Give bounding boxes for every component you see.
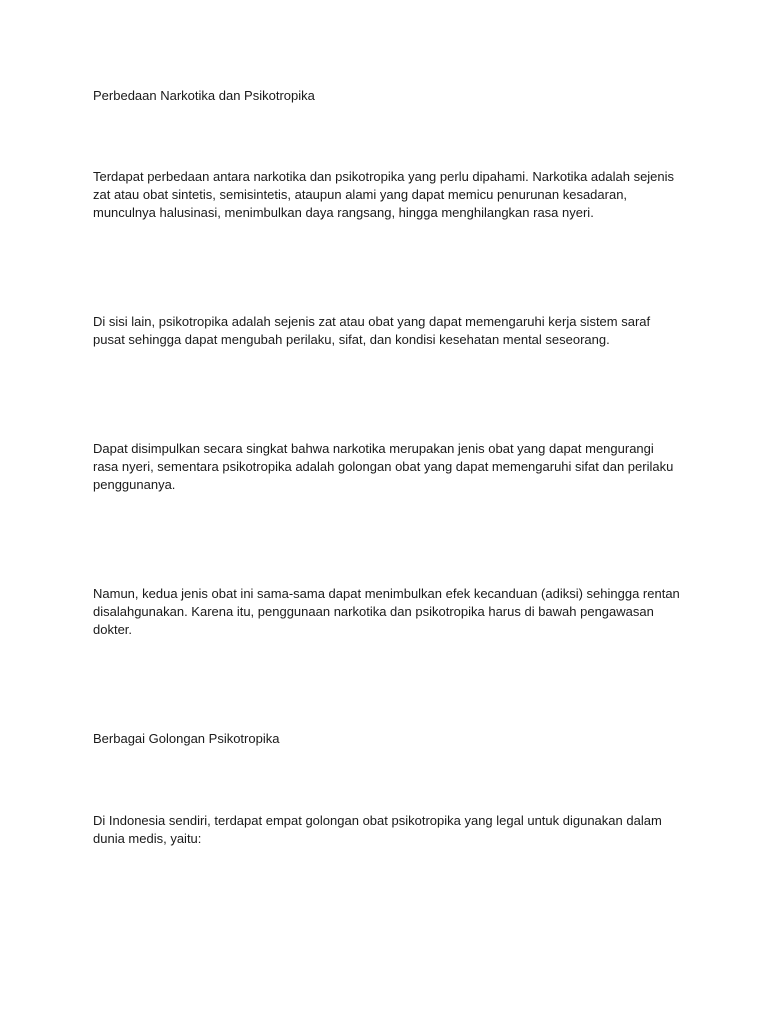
paragraph-line: disalahgunakan. Karena itu, penggunaan narkotika dan psikotropika harus di bawah pengawasan — [93, 604, 654, 619]
heading-perbedaan — [93, 87, 693, 105]
paragraph-line: zat atau obat sintetis, semisintetis, ataupun alami yang dapat memicu penurunan kesadaran, — [93, 187, 628, 202]
paragraph-line: dunia medis, yaitu: — [93, 831, 202, 846]
paragraph-line: Di Indonesia sendiri, terdapat empat golongan obat psikotropika yang legal untuk digunakan dalam — [93, 813, 662, 828]
paragraph-line: Di sisi lain, psikotropika adalah sejenis zat atau obat yang dapat memengaruhi kerja sistem saraf — [93, 314, 651, 329]
paragraph-line: rasa nyeri, sementara psikotropika adalah golongan obat yang dapat memengaruhi sifat dan perilaku — [93, 459, 674, 474]
paragraph-line: Namun, kedua jenis obat ini sama-sama dapat menimbulkan efek kecanduan (adiksi) sehingga rentan — [93, 586, 680, 601]
paragraph-golongan-intro — [93, 812, 693, 848]
paragraph-line: pusat sehingga dapat mengubah perilaku, sifat, dan kondisi kesehatan mental seseorang. — [93, 332, 610, 347]
paragraph-line: penggunanya. — [93, 477, 176, 492]
paragraph-line: munculnya halusinasi, menimbulkan daya rangsang, hingga menghilangkan rasa nyeri. — [93, 205, 594, 220]
paragraph-psikotropika-definition — [93, 313, 693, 349]
paragraph-line: Dapat disimpulkan secara singkat bahwa narkotika merupakan jenis obat yang dapat mengurangi — [93, 441, 654, 456]
paragraph-conclusion — [93, 440, 693, 494]
heading-golongan — [93, 730, 693, 748]
paragraph-line: Terdapat perbedaan antara narkotika dan psikotropika yang perlu dipahami. Narkotika adalah sejenis — [93, 169, 675, 184]
heading-text: Berbagai Golongan Psikotropika — [93, 731, 280, 746]
paragraph-line: dokter. — [93, 622, 133, 637]
paragraph-narkotika-definition — [93, 168, 693, 222]
paragraph-addiction-warning — [93, 585, 693, 639]
heading-text: Perbedaan Narkotika dan Psikotropika — [93, 88, 315, 103]
